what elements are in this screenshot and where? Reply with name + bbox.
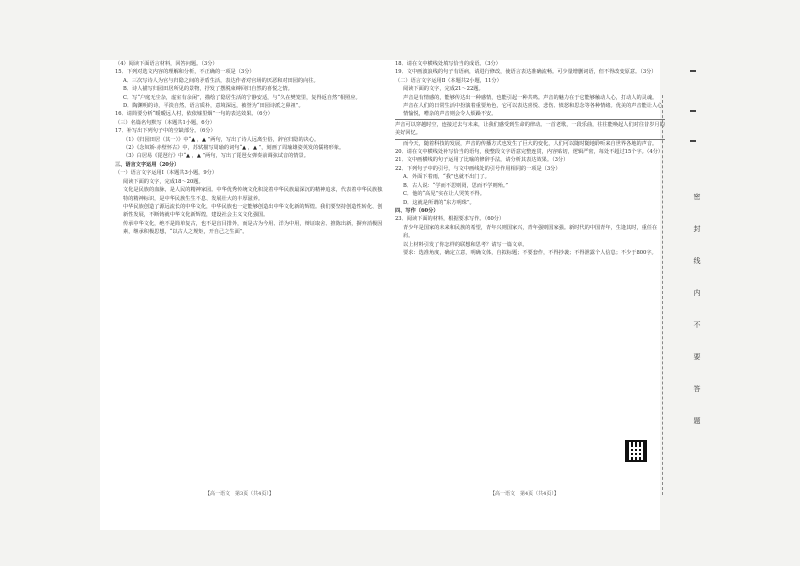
seal-character: 线 [693,257,701,265]
exam-sheet [100,60,665,530]
question-text: 18．请在文中横线处填写恰当的成语。（3分） [395,61,501,67]
seal-character: 题 [693,417,701,425]
margin-mark [690,110,696,112]
question-text: C．他的“高见”实在让人哭笑不得。 [403,191,485,198]
question-text: （三）名篇名句默写（本题共1小题，6分） [115,119,215,126]
right-page-footer: 【高一语文 第4页（共4页）】 [490,491,559,497]
question-text: 青少年是国家的未来和民族的希望，青年兴则国家兴，青年强则国家强。新时代的中国青年，生逢其时，重任在肩。 [403,224,658,240]
question-text: （二）语言文字运用Ⅱ（本题共2小题，11分） [395,77,502,84]
question-text: 声音可以穿越时空，连接过去与未来，让我们感受到生命的律动。一首老歌，一段乐曲，往往能唤起人们对往昔岁月的美好回忆。 [395,119,665,140]
section-heading: 三、语言文字运用（20分） [115,161,180,168]
question-text: （1）《归园田居（其一）》中“▲ ，▲ ”两句，写出了诗人远离尘俗，辞官归隐的决心。 [123,136,320,143]
margin-mark [690,140,696,142]
question-text: A．三次写诗人为官与归隐之间的矛盾生活，表达作者对官场的厌恶和对田园的向往。 [123,77,319,84]
question-text: （一）语言文字运用Ⅰ（本题共3小题，9分） [115,170,218,177]
question-text: 要求：选准角度，确定立意，明确文体，自拟标题；不要套作，不得抄袭；不得泄露个人信息；不少于800字。 [403,249,657,256]
question-text: 中华民族创造了源远流长的中华文化，中华民族也一定能够创造出中华文化新的辉煌。我们要坚持创造性转化、创新性发展，不断铸就中华文化新辉煌，建设社会主义文化强国。 [123,203,383,219]
question-text: 阅读下面的文字，完成21～22题。 [403,86,484,93]
question-text: 阅读下面的文字，完成18～20题。 [123,178,204,185]
question-text: 15．下列对选文内容的理解和分析，不正确的一项是（3分） [115,69,255,76]
qr-code-icon [625,440,647,462]
question-text: 22．下列句子中的引号，与文中画线处的引号作用相同的一项是（3分） [395,165,561,172]
seal-character: 密 [693,193,701,201]
question-text: A．外面下着雨，“我”也就不出门了。 [403,174,490,181]
binding-seal-text [690,190,704,446]
question-text: 而今天，随着科技的发展，声音的传播方式也发生了巨大的变化，人们可以随时随地聆听来自世界各地的声音。 [403,140,658,147]
question-text: 以上材料引发了你怎样的联想和思考？请写一篇文章。 [403,241,528,248]
seal-character: 内 [693,289,701,297]
question-text: D．陶渊明的诗，平淡自然，语言质朴，意境深远，被誉为“田园诗派之鼻祖”。 [123,103,304,110]
left-column [115,60,385,530]
question-text: 21．文中画横线的句子运用了比喻的修辞手法，请分析其表达效果。（3分） [395,157,569,164]
margin-mark [690,70,696,72]
question-text: 文化是民族的血脉，是人民的精神家园。中华优秀传统文化积淀着中华民族最深沉的精神追求，代表着中华民族独特的精神标识，是中华民族生生不息、发展壮大的丰厚滋养。 [123,187,383,202]
seal-character: 封 [693,225,701,233]
question-text: （4）阅读下面语言材料，回答问题。（3分） [115,61,218,67]
question-text: 声音在人们的日常生活中扮演着重要角色，它可以表达喜悦、悲伤、愤怒和思念等各种情绪。优美的声音能让人心情愉悦，嘈杂的声音则会令人烦躁不安。 [403,103,663,118]
seal-character: 不 [693,321,701,329]
question-text: 20．请在文中横线处补写恰当的语句，使整段文字语意完整连贯，内容贴切，逻辑严密，每处不超过15个字。（4分） [395,149,664,156]
question-text: C．写“户庭无尘杂，虚室有余闲”，描绘了隐居生活的宁静安适，与“久在樊笼里，复得返自然”相照应。 [123,94,361,101]
seal-character: 答 [693,385,701,393]
question-text: 传承中华文化，绝不是简单复古，也不是盲目排外，而是古为今用、洋为中用，辩证取舍、推陈出新，摒弃消极因素，继承积极思想，“以古人之规矩，开自己之生面”。 [123,220,383,236]
question-text: （2）《念奴娇·赤壁怀古》中，苏轼描写周瑜的词句“▲ ，▲ ”，刻画了周瑜雄姿英发的儒将形象。 [123,145,345,152]
question-text: D．这就是所谓的“东方明珠”。 [403,199,475,206]
question-text: 23．阅读下面的材料，根据要求写作。（60分） [395,216,505,223]
section-heading: 四、写作（60分） [395,207,439,214]
question-text: 声音是有情感的，能够传达出一种感情，也能引起一种共鸣。声音的魅力在于它能够触动人心，打动人的灵魂。 [403,94,658,101]
question-text: （3）白居易《琵琶行》中“▲ ，▲ ”两句，写出了琵琶女弹奏前调弦试音的情景。 [123,153,309,160]
left-page-footer: 【高一语文 第3页（共4页）】 [205,491,274,497]
seal-character: 要 [693,353,701,361]
question-text: B．诗人描写归园田居所见的景物，抒发了摆脱束缚回归自然的喜悦之情。 [123,86,293,93]
question-text: 16．请简要分析“暧暧远人村，依依墟里烟”一句的表达效果。（6分） [115,111,273,118]
binding-line [662,95,671,495]
question-text: 17．补写出下列句子中的空缺部分。（6分） [115,128,216,135]
question-text: B．古人说：“学而不思则罔，思而不学则殆。” [403,182,509,189]
question-text: 19．文中画波浪线的句子有语病，请进行修改，使语言表达准确流畅。可少量增删词语，但不得改变原意。（3分） [395,69,657,76]
